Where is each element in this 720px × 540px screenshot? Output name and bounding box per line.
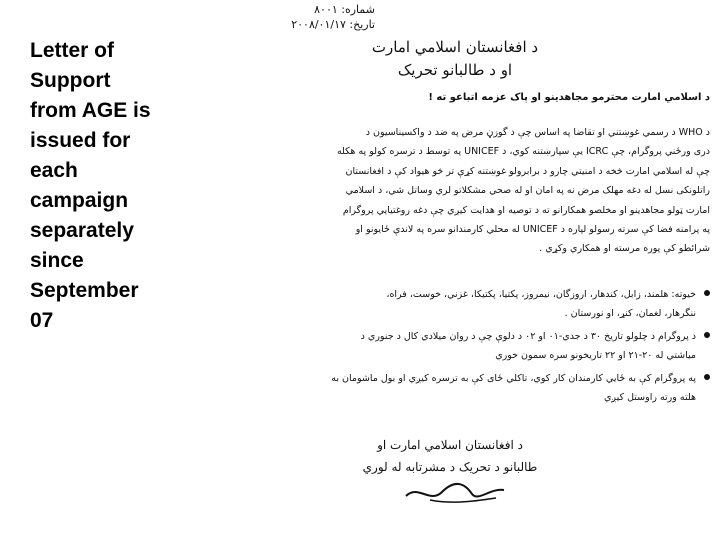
list-item	[210, 369, 710, 407]
bullet-line: د پروگرام د چلولو تاريخ ۳۰ د جدي-۰۱ او ۰۲ د دلوې چې د روان ميلادي کال د جنوري د	[360, 331, 696, 342]
bullet-icon	[704, 290, 710, 296]
body-line: امارت ټولو مجاهدينو او مخلصو همکارانو ته د توصيه او هدايت کيږي چې دغه روغتيايي پروگرام	[342, 204, 710, 216]
caption-line: separately	[30, 219, 134, 242]
signoff	[345, 434, 555, 478]
list-item	[210, 327, 710, 365]
caption-line: September	[30, 279, 139, 302]
caption-line: Support	[30, 69, 111, 92]
slide-caption	[30, 36, 180, 336]
letter-reference	[235, 2, 375, 32]
caption-line: each	[30, 159, 78, 182]
caption-line: from AGE is	[30, 99, 151, 122]
bullet-line: خيوته: هلمند، زابل، کندهار، اروزگان، نيمروز، پکتيا، پکتيکا، غزني، خوست، فراه،	[386, 289, 696, 300]
bullet-list	[210, 285, 710, 411]
bullet-line: مياشتي له ۲۰-۲۱ او ۲۲ تاريخونو سره سمون خوري	[495, 350, 696, 361]
caption-line: Letter of	[30, 39, 114, 62]
signoff-line-2: طالبانو د تحريک د مشرتابه له لوري	[362, 460, 538, 474]
body-line: چې له اسلامي امارت څخه د امنيتي چارو د برابرولو غوښتنه کړې تر څو هيواد کې د افغانستان	[345, 165, 710, 177]
caption-line: issued for	[30, 129, 131, 152]
letterhead-line-1: د افغانستان اسلامي امارت	[371, 38, 539, 56]
letterhead-line-2: او د طالبانو تحريک	[397, 61, 513, 79]
signature-icon	[400, 478, 510, 506]
caption-line: 07	[30, 309, 54, 332]
bullet-line: ننگرهار، لغمان، کنړ، او نورستان .	[564, 308, 696, 319]
scanned-letter	[205, 0, 720, 540]
bullet-line: په پروگرام کې به ځايي کارمندان کار کوي، تاکلي ځای کې به ترسره کيږي او بول ماشومان به	[331, 373, 696, 384]
bullet-icon	[704, 374, 710, 380]
body-line: د WHO د رسمي غوښتني او تقاضا په اساس چې د گوزڼ مرض په ضد د واکسيناسيون د	[365, 127, 710, 138]
body-line: په پرامنه فضا کې سرته رسولو لپاره د UNICEF له محلي کارمندانو سره په لاندې ځايونو او	[355, 224, 710, 236]
body-line: شرائطو کې پوره مرسته او همکاري وکړي .	[539, 243, 710, 255]
caption-line: since	[30, 249, 84, 272]
body-line: راتلونکی نسل له دغه مهلک مرض نه په امان او له صحي مشکلاتو لري وساتل شي، د اسلامي	[345, 185, 710, 197]
bullet-line: هلته ورته راوستل کيږي	[604, 392, 696, 403]
letter-body	[210, 123, 710, 259]
list-item	[210, 285, 710, 323]
reference-date: تاریخ: ۲۰۰۸/۰۱/۱۷	[291, 18, 375, 31]
reference-number: شماره: ۸۰۰۱	[314, 3, 375, 16]
letterhead	[355, 36, 555, 82]
signoff-line-1: د افغانستان اسلامي امارت او	[377, 438, 523, 452]
salutation: د اسلامي امارت محترمو مجاهدينو او پاک عزمه اتباعو ته !	[428, 92, 710, 103]
body-line: دری ورځني پروگرام، چې ICRC يې سپارښتنه کوي، د UNICEF په توسط د ترسره کولو په هکله	[336, 146, 710, 158]
caption-line: campaign	[30, 189, 129, 212]
bullet-icon	[704, 332, 710, 338]
